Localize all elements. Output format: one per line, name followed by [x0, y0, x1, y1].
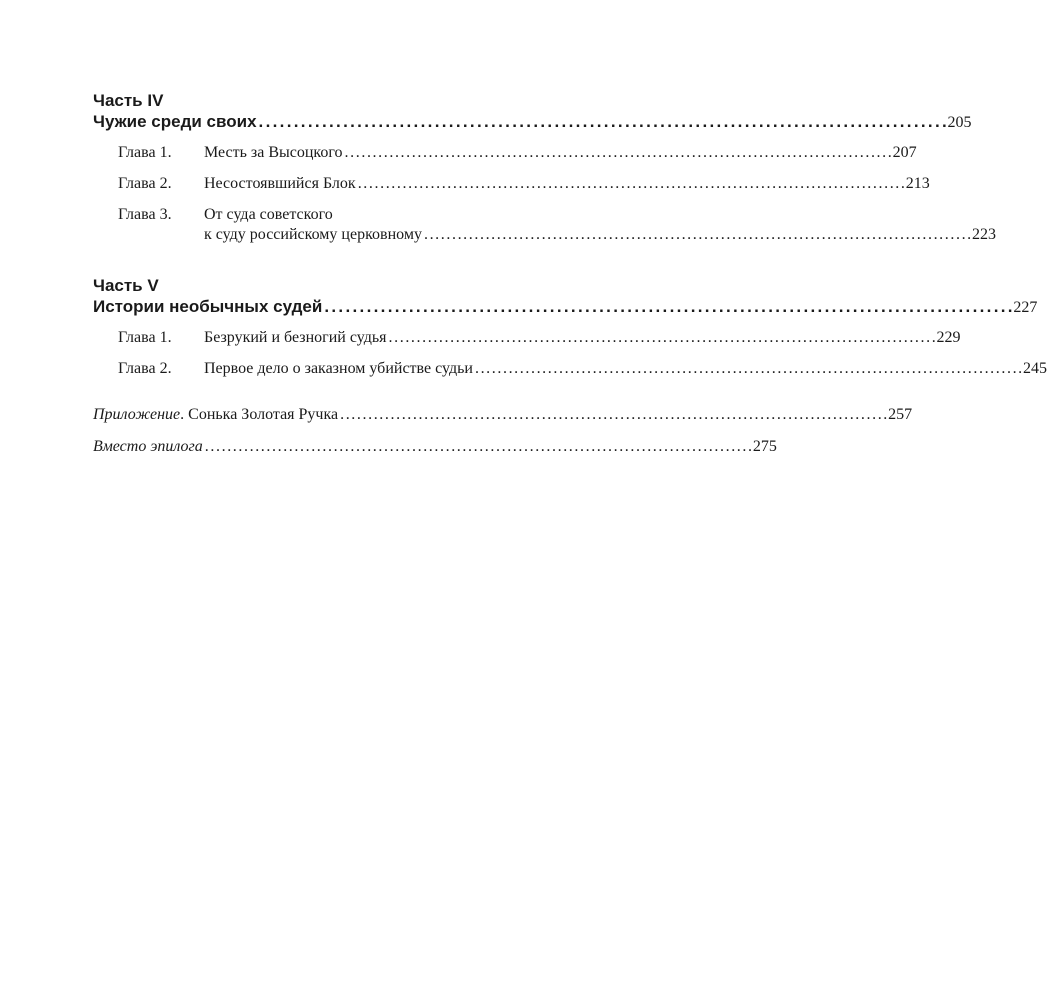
part-5 [93, 275, 1047, 379]
page-number: 207 [892, 144, 917, 161]
page-number: 213 [905, 175, 930, 192]
part-title-row[interactable] [93, 111, 972, 133]
leader-dots [345, 143, 891, 163]
chapter-label: Глава 2. [118, 175, 172, 192]
chapter-item[interactable] [118, 328, 961, 348]
part-title-row[interactable] [93, 296, 1038, 318]
chapter-list [93, 143, 996, 245]
part-label: Часть IV [93, 91, 164, 110]
chapter-item[interactable] [118, 143, 917, 163]
epilogue-row[interactable] [93, 437, 777, 457]
chapter-title: Безрукий и безногий судья [204, 329, 387, 346]
page-number: 245 [1023, 360, 1047, 377]
page-number: 257 [888, 406, 913, 423]
chapter-title-line1: От суда советского [204, 206, 333, 223]
page-number: 275 [752, 438, 777, 455]
chapter-item[interactable] [118, 205, 996, 245]
part-4 [93, 90, 996, 245]
back-matter [93, 405, 913, 457]
appendix-label: Приложение [93, 406, 181, 423]
leader-dots [259, 111, 946, 132]
chapter-title: Первое дело о заказном убийстве судьи [204, 360, 473, 377]
epilogue-title: Вместо эпилога [93, 438, 203, 455]
chapter-label: Глава 1. [118, 144, 172, 161]
leader-dots [358, 174, 904, 194]
part-title: Истории необычных судей [93, 297, 323, 316]
chapter-list [93, 328, 1047, 379]
table-of-contents [93, 90, 1047, 457]
leader-dots [389, 328, 935, 348]
page-number: 223 [971, 226, 996, 243]
appendix-name: . Сонька Золотая Ручка [180, 406, 339, 423]
page-number: 229 [936, 329, 961, 346]
appendix-title [93, 405, 338, 425]
part-label: Часть V [93, 276, 159, 295]
appendix-row[interactable] [93, 405, 913, 425]
chapter-title: к суду российскому церковному [204, 226, 422, 243]
leader-dots [340, 405, 886, 425]
page-number: 205 [947, 114, 972, 131]
leader-dots [424, 225, 970, 245]
chapter-title: Несостоявшийся Блок [204, 175, 356, 192]
chapter-label: Глава 2. [118, 360, 172, 377]
chapter-title: Месть за Высоцкого [204, 144, 343, 161]
leader-dots [475, 359, 1021, 379]
part-title: Чужие среди своих [93, 112, 257, 131]
chapter-item[interactable] [118, 174, 930, 194]
page-number: 227 [1013, 299, 1038, 316]
chapter-item[interactable] [118, 359, 1047, 379]
chapter-label: Глава 3. [118, 206, 172, 223]
chapter-label: Глава 1. [118, 329, 172, 346]
leader-dots [205, 437, 751, 457]
leader-dots [324, 296, 1011, 317]
